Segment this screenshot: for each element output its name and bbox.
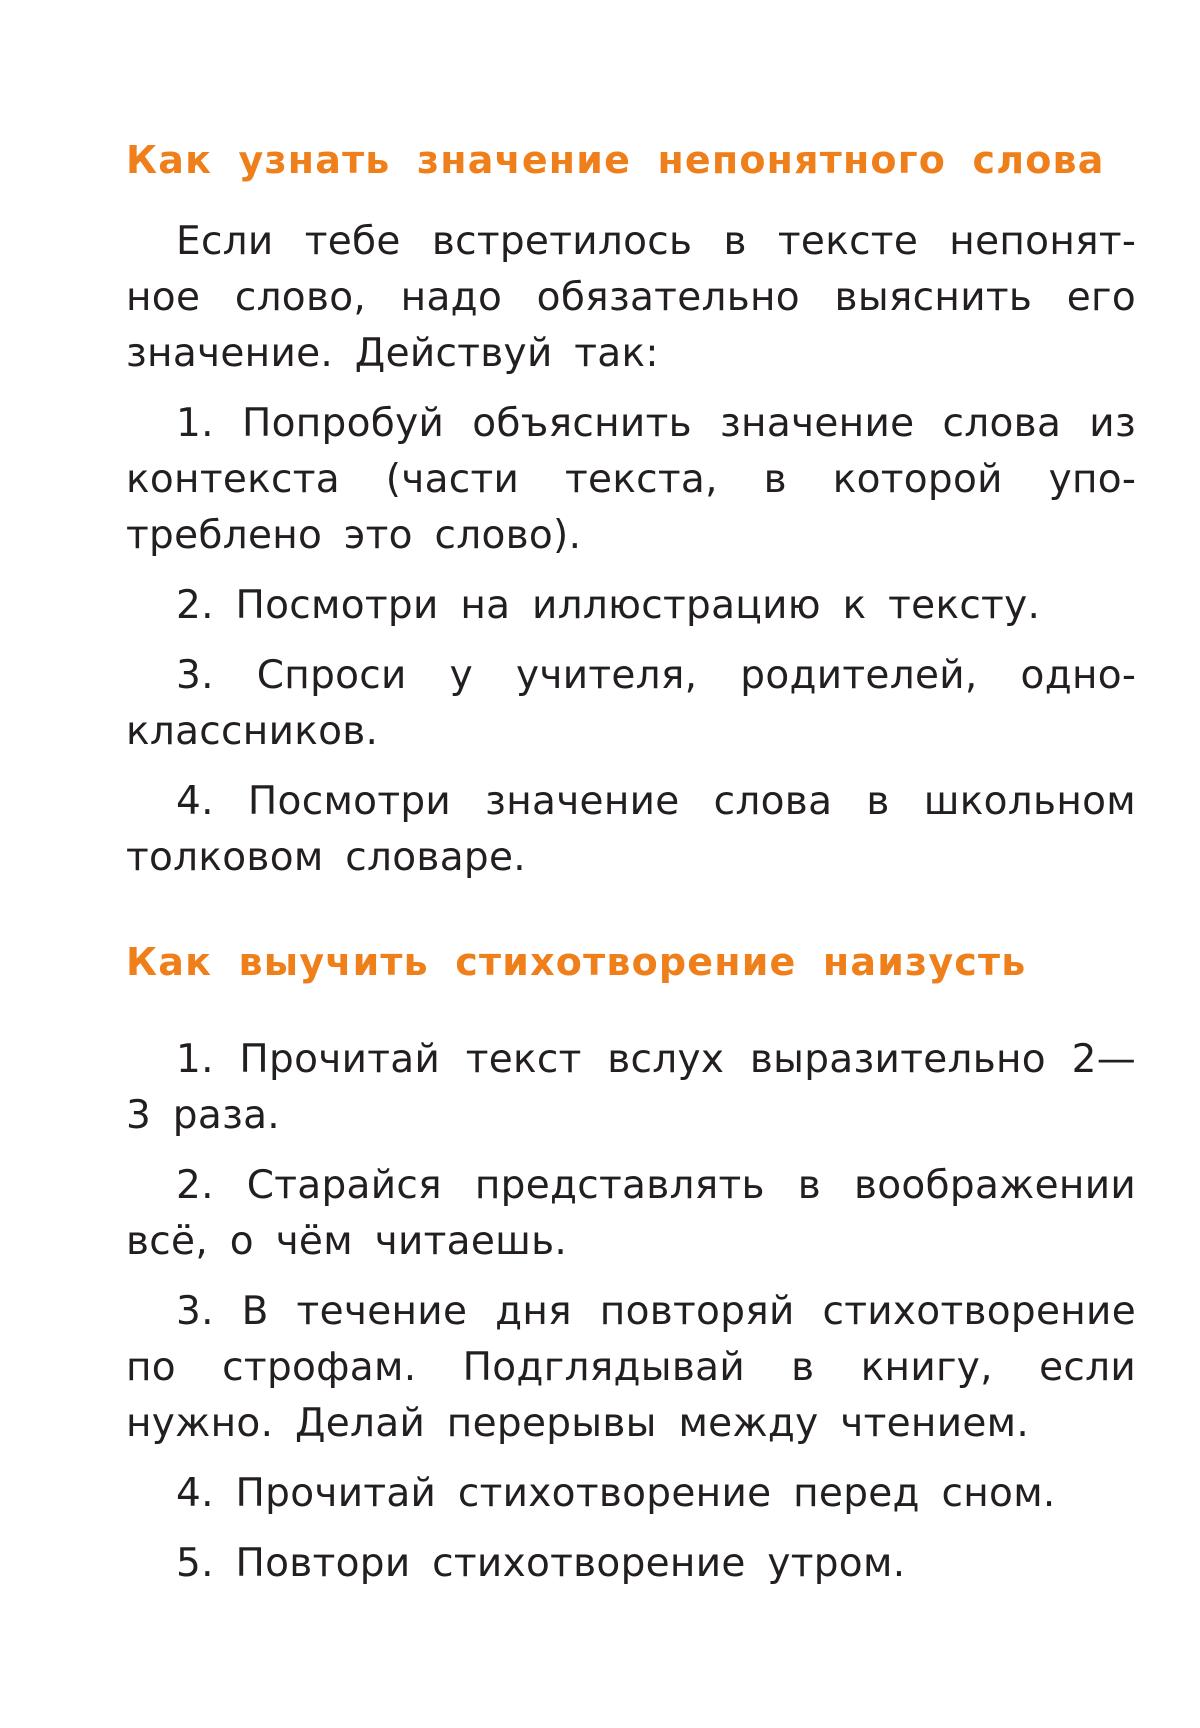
section-word-meaning [126, 132, 1136, 886]
step-item: 4. Посмотри значение слова в школьном толковом словаре. [126, 779, 1136, 880]
step-item: 1. Попробуй объяснить значение слова из контекста (части текста, в которой употреблено это слово). [126, 401, 1136, 558]
step-item: 2. Старайся представлять в воображении всё, о чём читаешь. [126, 1163, 1136, 1264]
step-item: 2. Посмотри на иллюстрацию к тексту. [176, 583, 1041, 628]
step-item: 1. Прочитай текст вслух выразительно 2—3 раза. [126, 1037, 1136, 1138]
step-item: 4. Прочитай стихотворение перед сном. [176, 1471, 1056, 1516]
section-title-word-meaning: Как узнать значение непонятного слова [126, 138, 1105, 182]
textbook-page [126, 132, 1136, 1592]
section-intro: Если тебе встретилось в тексте непонятное слово, надо обязательно выяснить его значение. Действуй так: [126, 219, 1136, 376]
section-title-learn-poem: Как выучить стихотворение наизусть [126, 940, 1027, 984]
step-item: 5. Повтори стихотворение утром. [176, 1541, 906, 1586]
section-learn-poem [126, 934, 1136, 1592]
step-item: 3. В течение дня повторяй стихотворение по строфам. Подглядывай в книгу, если нужно. Делай перерывы между чтением. [126, 1289, 1136, 1446]
step-item: 3. Спроси у учителя, родителей, одноклассников. [126, 653, 1136, 754]
